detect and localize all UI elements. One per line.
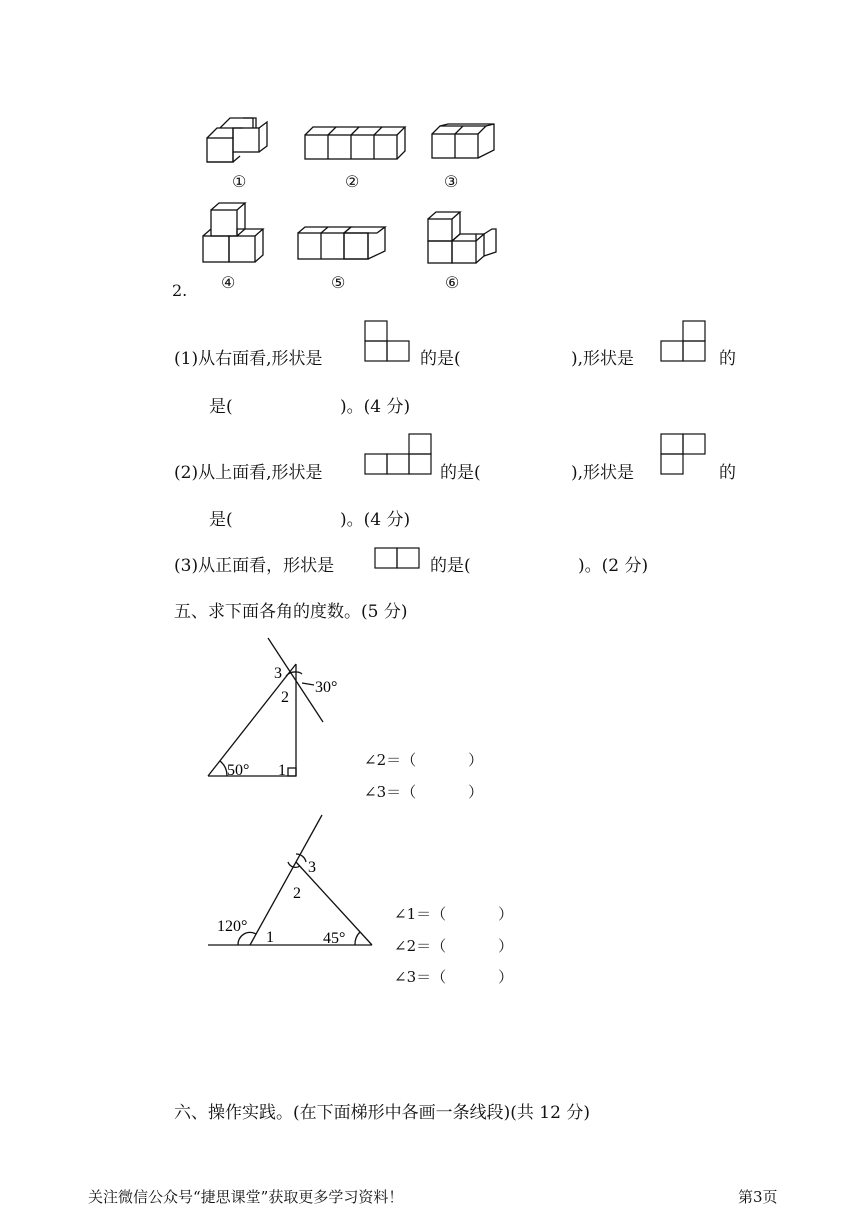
cube-figures xyxy=(0,0,868,300)
q2-text-d: 的 xyxy=(719,463,736,483)
figure-label-1: ① xyxy=(232,172,247,191)
figure-label-5: ⑤ xyxy=(331,273,346,292)
fig2-answer-3: ∠3＝（ ） xyxy=(394,968,514,986)
q2-text-c: ),形状是 xyxy=(571,463,635,483)
fig1-label-30: 30° xyxy=(315,679,338,696)
cube-figure-6 xyxy=(428,212,496,263)
fig1-label-2: 2 xyxy=(281,689,289,706)
q2-text-a: (2)从上面看,形状是 xyxy=(174,463,323,483)
figure-label-2: ② xyxy=(345,172,360,191)
figure-label-6: ⑥ xyxy=(445,273,460,292)
section5-title: 五、求下面各角的度数。(5 分) xyxy=(174,602,408,622)
q3-text-c: )。(2 分) xyxy=(578,556,649,576)
fig2-answer-1: ∠1＝（ ） xyxy=(394,905,514,923)
q1-text-f: )。(4 分) xyxy=(340,397,411,417)
fig2-label-120: 120° xyxy=(217,918,248,935)
q2-text-b: 的是( xyxy=(440,463,481,483)
footer-left: 关注微信公众号“捷思课堂”获取更多学习资料！ xyxy=(88,1188,404,1206)
q2-text-f: )。(4 分) xyxy=(340,510,411,530)
q1-text-a: (1)从右面看,形状是 xyxy=(174,349,323,369)
q1-text-b: 的是( xyxy=(420,349,461,369)
cube-figure-4 xyxy=(203,203,263,262)
q3-text-a: (3)从正面看，形状是 xyxy=(174,556,335,576)
q2-text-e: 是( xyxy=(209,510,233,530)
fig2-answer-2: ∠2＝（ ） xyxy=(394,937,514,955)
q3-shape xyxy=(374,546,422,572)
fig1-label-1: 1 xyxy=(278,762,286,779)
figure-label-4: ④ xyxy=(221,273,236,292)
figure-label-3: ③ xyxy=(444,172,459,191)
cube-figure-1 xyxy=(207,118,267,162)
question-number: 2. xyxy=(172,281,188,300)
q1-shape-b xyxy=(660,320,708,364)
q2-shape-a xyxy=(364,432,434,476)
cube-drawings xyxy=(0,0,868,300)
footer-page-number: 第3页 xyxy=(738,1188,778,1206)
q3-text-b: 的是( xyxy=(430,556,471,576)
fig2-label-2: 2 xyxy=(293,885,301,902)
fig1-answer-3: ∠3＝（ ） xyxy=(364,783,484,801)
fig2-label-3: 3 xyxy=(308,859,316,876)
fig1-label-3: 3 xyxy=(274,665,282,682)
cube-figure-2 xyxy=(305,127,405,159)
q1-text-e: 是( xyxy=(209,397,233,417)
fig2-label-45: 45° xyxy=(323,930,346,947)
cube-figure-3 xyxy=(432,124,494,158)
cube-figure-5 xyxy=(298,227,385,259)
section6-title: 六、操作实践。(在下面梯形中各画一条线段)(共 12 分) xyxy=(174,1103,590,1123)
fig1-label-50: 50° xyxy=(227,762,250,779)
q2-shape-b xyxy=(660,432,708,476)
fig2-label-1: 1 xyxy=(266,929,274,946)
q1-shape-a xyxy=(364,320,412,364)
q1-text-d: 的 xyxy=(719,349,736,369)
fig1-answer-2: ∠2＝（ ） xyxy=(364,751,484,769)
q1-text-c: ),形状是 xyxy=(571,349,635,369)
